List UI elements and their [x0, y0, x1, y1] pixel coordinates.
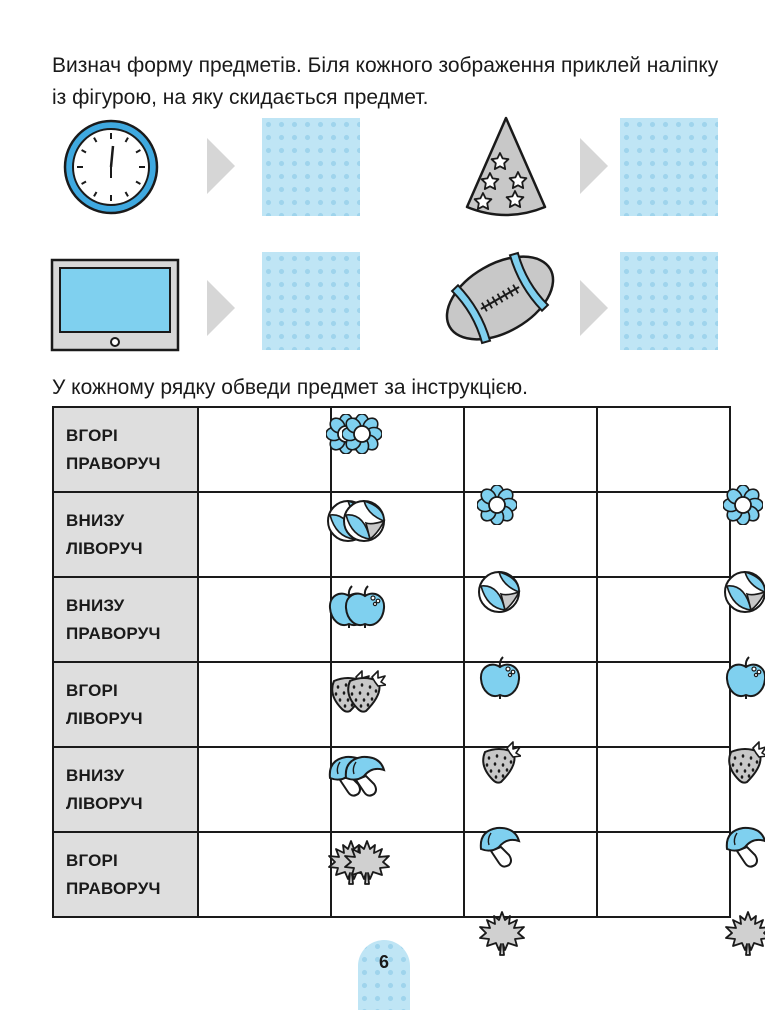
task1-instruction: Визнач форму предметів. Біля кожного зображення приклей наліпку із фігурою, на яку скидається предмет.: [52, 54, 719, 109]
item-cell[interactable]: [597, 832, 730, 917]
item-cell[interactable]: [597, 407, 730, 492]
item-cell[interactable]: [597, 577, 730, 662]
item-cell[interactable]: [464, 492, 597, 577]
item-cell[interactable]: [464, 747, 597, 832]
rugby-ball-icon: [440, 248, 560, 353]
item-cell[interactable]: [198, 492, 331, 577]
instruction-line-2: ПРАВОРУЧ: [66, 623, 161, 643]
instruction-line-1: ВНИЗУ: [66, 595, 125, 615]
instruction-line-1: ВГОРІ: [66, 425, 118, 445]
monitor-icon: [50, 258, 180, 357]
instruction-line-2: ЛІВОРУЧ: [66, 538, 143, 558]
table-row: [53, 492, 730, 577]
row-instruction-label: [53, 747, 198, 832]
item-cell[interactable]: [597, 662, 730, 747]
sticker-placeholder-1[interactable]: [262, 118, 360, 216]
page-number: 6: [378, 952, 389, 972]
instruction-line-1: ВНИЗУ: [66, 765, 125, 785]
item-cell[interactable]: [198, 832, 331, 917]
item-cell[interactable]: [331, 492, 464, 577]
row-instruction-label: [53, 662, 198, 747]
row-instruction-label: [53, 407, 198, 492]
task2-instruction: У кожному рядку обведи предмет за інструкцією.: [52, 376, 528, 399]
arrow-right-icon: [580, 280, 608, 336]
item-cell[interactable]: [198, 577, 331, 662]
table-row: [53, 407, 730, 492]
item-cell[interactable]: [464, 662, 597, 747]
instruction-line-2: ПРАВОРУЧ: [66, 453, 161, 473]
instruction-line-1: ВГОРІ: [66, 850, 118, 870]
instruction-line-2: ЛІВОРУЧ: [66, 708, 143, 728]
position-table: [52, 406, 731, 918]
table-row: [53, 662, 730, 747]
row-instruction-label: [53, 492, 198, 577]
table-row: [53, 747, 730, 832]
item-cell[interactable]: [331, 577, 464, 662]
table-row: [53, 577, 730, 662]
arrow-right-icon: [207, 138, 235, 194]
item-cell[interactable]: [331, 747, 464, 832]
item-cell[interactable]: [198, 407, 331, 492]
item-cell[interactable]: [198, 662, 331, 747]
table-row: [53, 832, 730, 917]
item-cell[interactable]: [464, 832, 597, 917]
arrow-right-icon: [207, 280, 235, 336]
item-cell[interactable]: [464, 407, 597, 492]
instruction-line-1: ВНИЗУ: [66, 510, 125, 530]
row-instruction-label: [53, 577, 198, 662]
item-cell[interactable]: [331, 407, 464, 492]
item-cell[interactable]: [331, 662, 464, 747]
clock-icon: [62, 118, 160, 221]
sticker-placeholder-3[interactable]: [262, 252, 360, 350]
item-cell[interactable]: [597, 492, 730, 577]
item-cell[interactable]: [198, 747, 331, 832]
arrow-right-icon: [580, 138, 608, 194]
item-cell[interactable]: [597, 747, 730, 832]
item-cell[interactable]: [331, 832, 464, 917]
row-instruction-label: [53, 832, 198, 917]
sticker-placeholder-2[interactable]: [620, 118, 718, 216]
instruction-line-2: ПРАВОРУЧ: [66, 878, 161, 898]
item-cell[interactable]: [464, 577, 597, 662]
sticker-placeholder-4[interactable]: [620, 252, 718, 350]
party-hat-icon: [463, 115, 549, 228]
instruction-line-1: ВГОРІ: [66, 680, 118, 700]
instruction-line-2: ЛІВОРУЧ: [66, 793, 143, 813]
